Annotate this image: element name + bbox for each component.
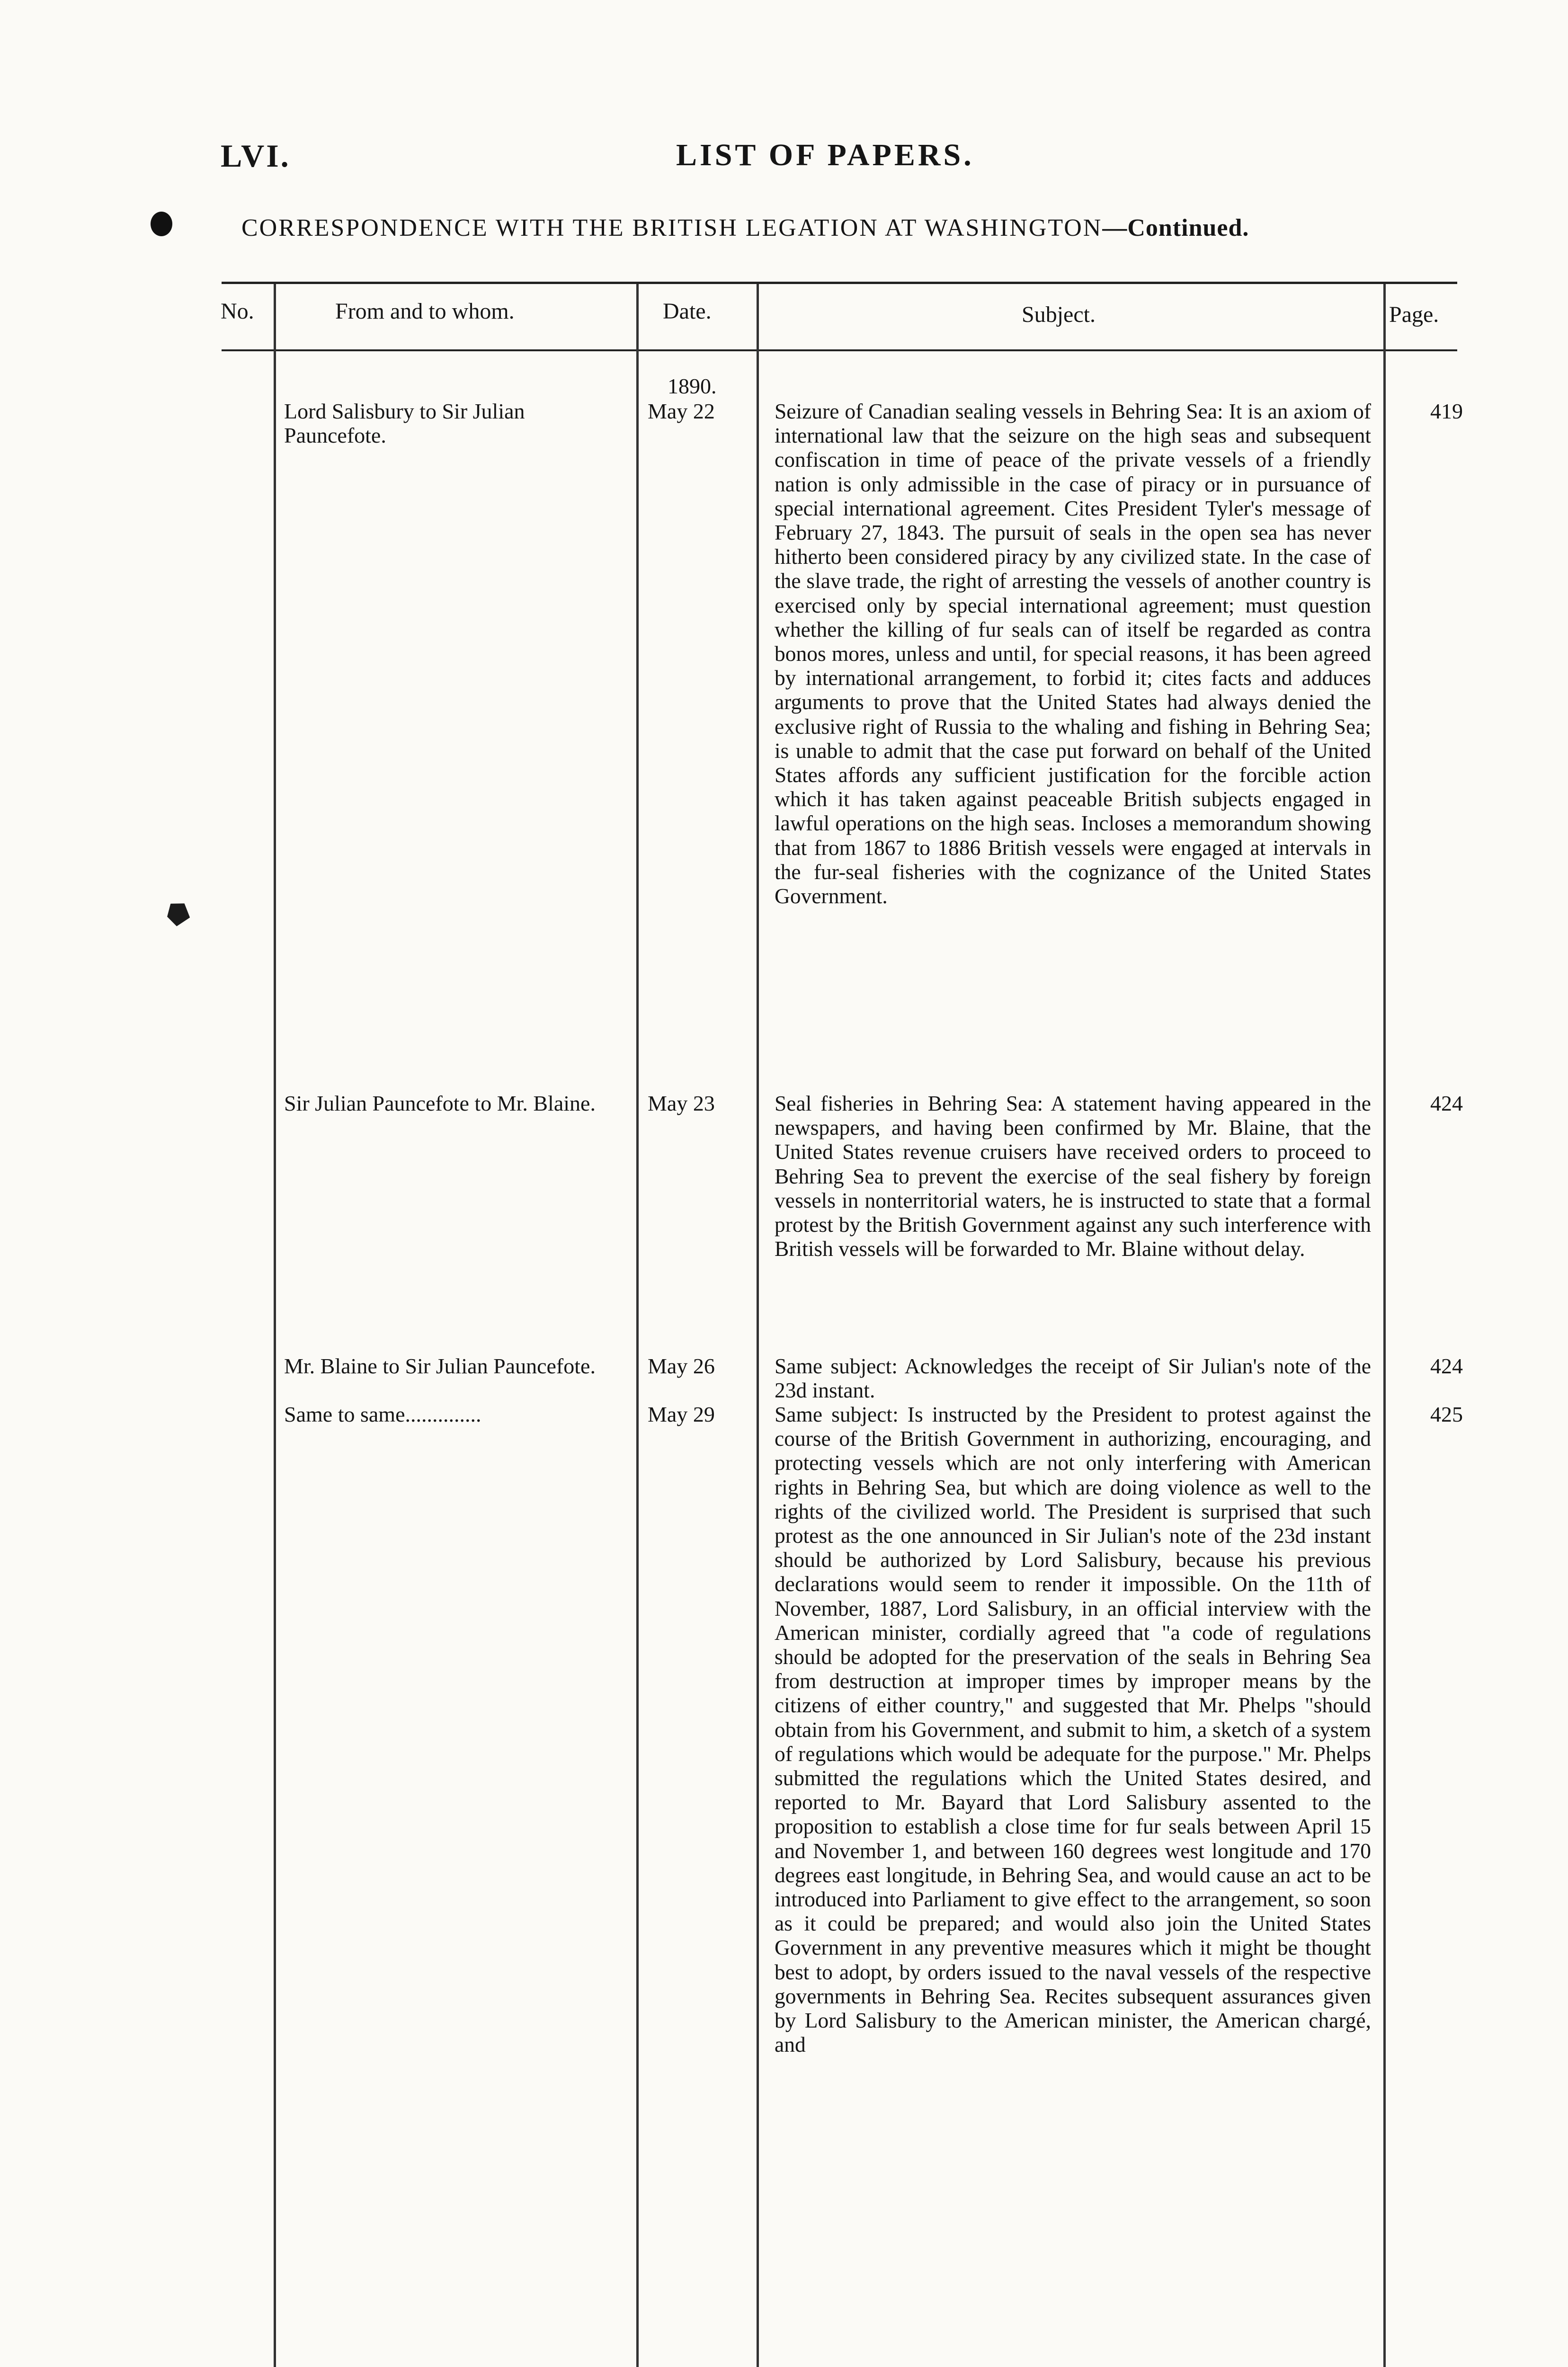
table-header-rule: [222, 349, 1457, 351]
row-4-date: May 29: [648, 1402, 715, 1426]
column-rule-no: [274, 284, 276, 2367]
row-2-from: Sir Julian Pauncefote to Mr. Blaine.: [284, 1091, 596, 1115]
ink-blot: [151, 212, 172, 236]
row-3-date: May 26: [648, 1354, 715, 1378]
page-title: LIST OF PAPERS.: [676, 138, 974, 172]
row-2-subject: Seal fisheries in Behring Sea: A statement having appeared in the newspapers, and having been confirmed by Mr. Blaine, that the United States revenue cruisers have received orders to proceed to Behring Sea to prevent the exercise of the seal fishery by foreign vessels in nonterritorial waters, he is instructed to state that a formal protest by the British Government against any such interference with British vessels will be forwarded to Mr. Blaine without delay.: [775, 1091, 1371, 1261]
ink-speck: [162, 898, 195, 930]
row-2-date: May 23: [648, 1091, 715, 1115]
page-number: LVI.: [221, 138, 291, 174]
section-title: [241, 214, 1249, 242]
row-1-date: May 22: [648, 399, 715, 423]
year-label: 1890.: [668, 374, 717, 398]
row-4-from: [284, 1402, 625, 1426]
column-rule-from: [636, 284, 639, 2367]
column-header-no: No.: [221, 299, 254, 324]
column-rule-subject: [1383, 284, 1386, 2367]
row-3-page: 424: [1430, 1354, 1463, 1378]
row-1-from: Lord Salisbury to Sir Julian Pauncefote.: [284, 399, 525, 447]
row-2-page: 424: [1430, 1091, 1463, 1115]
table-top-rule: [222, 282, 1457, 284]
column-header-subject: Subject.: [1022, 302, 1096, 327]
row-4-page: 425: [1430, 1402, 1463, 1426]
row-1-page: 419: [1430, 399, 1463, 423]
row-3-from: Mr. Blaine to Sir Julian Pauncefote.: [284, 1354, 596, 1378]
row-3-subject: Same subject: Acknowledges the receipt of Sir Julian's note of the 23d instant.: [775, 1354, 1371, 1403]
column-header-page: Page.: [1389, 302, 1439, 327]
row-4-leader: ..............: [405, 1402, 481, 1426]
row-4-subject: Same subject: Is instructed by the President to protest against the course of the British Government in authorizing, encouraging, and protecting vessels which are not only interfering with American rights in Behring Sea, but which are doing violence as well to the rights of the civilized world. The President is surprised that such protest as the one announced in Sir Julian's note of the 23d instant should be authorized by Lord Salisbury, because his previous declarations would seem to render it impossible. On the 11th of November, 1887, Lord Salisbury, in an official interview with the American minister, cordially agreed that "a code of regulations should be adopted for the preservation of the seals in Behring Sea from destruction at improper times by improper means by the citizens of either country," and suggested that Mr. Phelps "should obtain from his Government, and submit to him, a sketch of a system of regulations which would be adequate for the purpose." Mr. Phelps submitted the regulations which the United States desired, and reported to Mr. Bayard that Lord Salisbury assented to the proposition to establish a close time for fur seals between April 15 and November 1, and between 160 degrees west longitude and 170 degrees east longitude, in Behring Sea, and would cause an act to be introduced into Parliament to give effect to the arrangement, so soon as it could be prepared; and would also join the United States Government in any preventive measures which it might be thought best to adopt, by orders issued to the naval vessels of the respective governments in Behring Sea. Recites subsequent assurances given by Lord Salisbury to the American minister, the American chargé, and: [775, 1402, 1371, 2057]
section-title-text: CORRESPONDENCE WITH THE BRITISH LEGATION AT WASHINGTON: [241, 214, 1103, 241]
column-rule-date: [757, 284, 759, 2367]
section-title-suffix: —Continued.: [1102, 214, 1249, 241]
row-1-subject: Seizure of Canadian sealing vessels in Behring Sea: It is an axiom of international law that the seizure on the high seas and subsequent confiscation in time of peace of the private vessels of a friendly nation is only admissible in the case of piracy or in pursuance of special international agreement. Cites President Tyler's message of February 27, 1843. The pursuit of seals in the open sea has never hitherto been considered piracy by any civilized state. In the case of the slave trade, the right of arresting the vessels of another country is exercised only by special international agreement; must question whether the killing of fur seals can of itself be regarded as contra bonos mores, unless and until, for special reasons, it has been agreed by international arrangement, to forbid it; cites facts and adduces arguments to prove that the United States had always denied the exclusive right of Russia to the whaling and fishing in Behring Sea; is unable to admit that the case put forward on behalf of the United States affords any sufficient justification for the forcible action which it has taken against peaceable British subjects engaged in lawful operations on the high seas. Incloses a memorandum showing that from 1867 to 1886 British vessels were engaged at intervals in the fur-seal fisheries with the cognizance of the United States Government.: [775, 399, 1371, 908]
column-header-date: Date.: [663, 299, 712, 324]
row-4-from-text: Same to same: [284, 1402, 405, 1426]
column-header-from: From and to whom.: [335, 299, 515, 324]
